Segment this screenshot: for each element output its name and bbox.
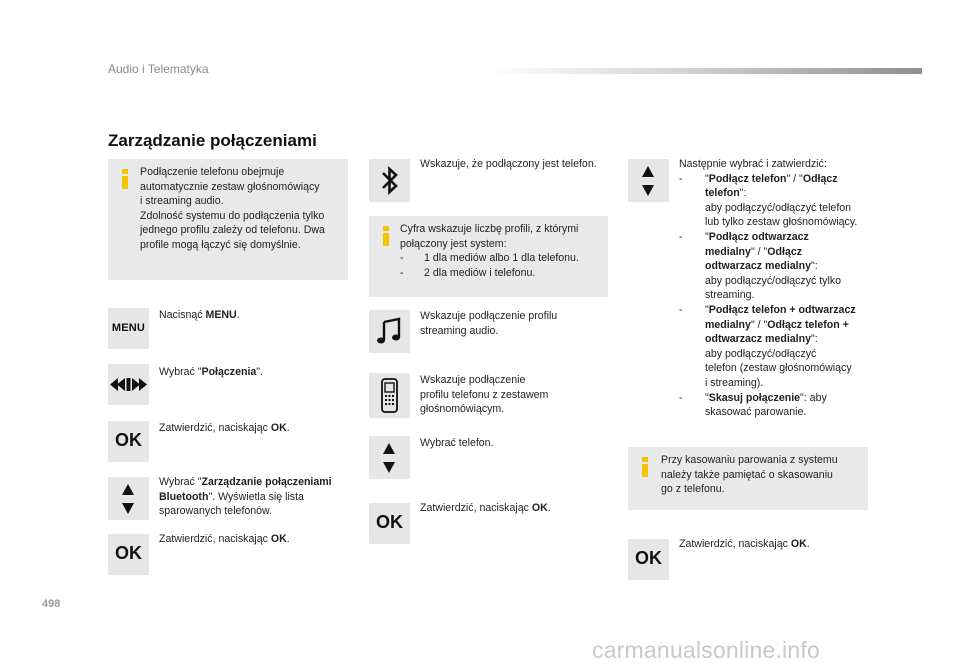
info-text: jednego profilu zależy od telefonu. Dwa bbox=[140, 224, 325, 237]
list-item: - 1 dla mediów albo 1 dla telefonu. bbox=[400, 252, 579, 265]
bluetooth-note: Wskazuje, że podłączony jest telefon. bbox=[420, 158, 597, 170]
step-confirm-ok: Zatwierdzić, naciskając OK. bbox=[420, 502, 551, 514]
arrow-down-icon bbox=[383, 462, 395, 473]
up-down-buttons bbox=[108, 477, 149, 520]
page-number: 498 bbox=[42, 598, 61, 610]
ok-button-label: OK bbox=[376, 512, 403, 532]
ok-button-label: OK bbox=[635, 548, 662, 568]
info-text: Podłączenie telefonu obejmuje bbox=[140, 166, 285, 178]
watermark: carmanualsonline.info bbox=[592, 637, 820, 663]
info-box-unpairing bbox=[628, 447, 868, 510]
info-text: profile mogą łączyć się domyślnie. bbox=[140, 238, 301, 251]
ok-button bbox=[628, 539, 669, 580]
step-confirm-ok: Zatwierdzić, naciskając OK. bbox=[679, 538, 810, 550]
info-text: Zdolność systemu do podłączenia tylko bbox=[140, 209, 325, 222]
info-text: go z telefonu. bbox=[661, 483, 725, 496]
up-down-buttons bbox=[369, 436, 410, 479]
info-text: należy także pamiętać o skasowaniu bbox=[661, 468, 833, 481]
info-text: automatycznie zestaw głośnomówiący bbox=[140, 180, 320, 193]
music-note-icon bbox=[369, 310, 410, 353]
info-icon bbox=[121, 169, 129, 189]
step-select-bluetooth-management: Wybrać "Zarządzanie połączeniami Bluetooth". Wyświetla się lista sparowanych telefonów. bbox=[159, 476, 332, 518]
info-icon bbox=[382, 226, 390, 246]
step-press-menu: Nacisnąć MENU. bbox=[159, 309, 240, 321]
ok-button bbox=[108, 421, 149, 462]
ok-button bbox=[108, 534, 149, 575]
ok-button bbox=[369, 503, 410, 544]
step-confirm-ok: Zatwierdzić, naciskając OK. bbox=[159, 422, 290, 434]
step-select-phone: Wybrać telefon. bbox=[420, 437, 494, 449]
info-text: i streaming audio. bbox=[140, 195, 224, 208]
step-confirm-ok: Zatwierdzić, naciskając OK. bbox=[159, 533, 290, 545]
list-item: - "Podłącz odtwarzacz medialny" / "Odłącz odtwarzacz medialny": aby podłączyć/odłączyć tylko streaming. bbox=[679, 230, 842, 302]
ok-button-label: OK bbox=[115, 430, 142, 450]
seek-arrows-icon bbox=[108, 364, 149, 405]
page-title: Zarządzanie połączeniami bbox=[108, 131, 317, 150]
arrow-down-icon bbox=[122, 503, 134, 514]
list-item: - "Podłącz telefon" / "Odłącz telefon": aby podłączyć/odłączyć telefon lub tylko zestaw głośnomówiący. bbox=[679, 172, 858, 229]
arrow-up-icon bbox=[383, 443, 395, 454]
info-text: Cyfra wskazuje liczbę profili, z którymi bbox=[400, 223, 579, 235]
phone-icon bbox=[369, 373, 410, 418]
up-down-buttons bbox=[628, 159, 669, 202]
arrow-up-icon bbox=[642, 166, 654, 177]
arrow-down-icon bbox=[642, 185, 654, 196]
arrow-up-icon bbox=[122, 484, 134, 495]
info-icon bbox=[641, 457, 649, 477]
menu-button-label: MENU bbox=[111, 322, 146, 334]
header-divider bbox=[490, 68, 922, 74]
info-text: Przy kasowaniu parowania z systemu bbox=[661, 454, 838, 466]
options-intro: Następnie wybrać i zatwierdzić: bbox=[679, 158, 827, 170]
bluetooth-indicator bbox=[369, 159, 410, 202]
header-title: Audio i Telematyka bbox=[108, 62, 209, 76]
list-item: - "Skasuj połączenie": aby skasować parowanie. bbox=[679, 391, 827, 419]
connection-options bbox=[679, 157, 879, 420]
step-select-connections: Wybrać "Połączenia". bbox=[159, 366, 263, 378]
ok-button-label: OK bbox=[115, 543, 142, 563]
streaming-note: Wskazuje podłączenie profilu streaming audio. bbox=[420, 310, 558, 337]
list-item: - "Podłącz telefon + odtwarzacz medialny" / "Odłącz telefon + odtwarzacz medialny": aby podłączyć/odłączyć telefon (zestaw głośnomówiący i streaming). bbox=[679, 303, 856, 389]
seek-buttons bbox=[108, 364, 149, 405]
menu-button bbox=[108, 308, 149, 349]
streaming-indicator bbox=[369, 310, 410, 353]
info-box-profile-count bbox=[369, 216, 608, 297]
info-text: połączony jest system: bbox=[400, 237, 507, 250]
info-box-phone-connection bbox=[108, 159, 348, 280]
bluetooth-icon bbox=[369, 159, 410, 202]
handsfree-note: Wskazuje podłączenie profilu telefonu z zestawem głośnomówiącym. bbox=[420, 374, 549, 416]
list-item: - 2 dla mediów i telefonu. bbox=[400, 266, 536, 279]
handsfree-indicator bbox=[369, 373, 410, 418]
